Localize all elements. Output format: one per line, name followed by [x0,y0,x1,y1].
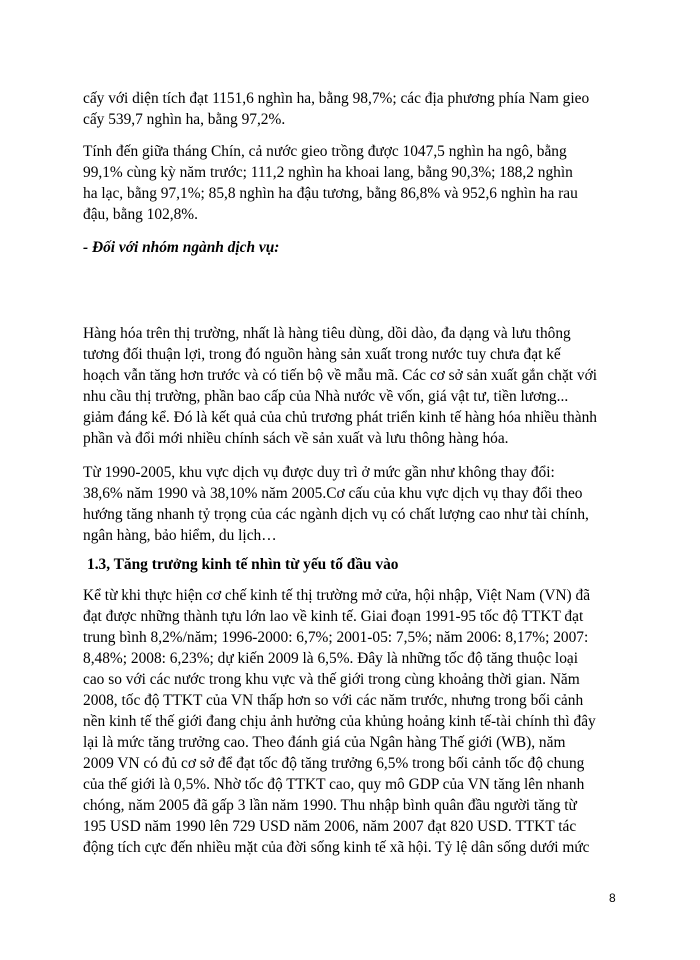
paragraph-goods-market [83,323,618,449]
text-line: nền kinh tế thế giới đang chịu ảnh hưởng của khủng hoảng kinh tế-tài chính thì đây [83,713,596,730]
text-line: 195 USD năm 1990 lên 729 USD năm 2006, năm 2007 đạt 820 USD. TTKT tác [83,818,577,835]
text-line: chóng, năm 2005 đã gấp 3 lần năm 1990. Thu nhập bình quân đầu người tăng từ [83,797,577,814]
text-line: hướng tăng nhanh tỷ trọng của các ngành dịch vụ có chất lượng cao như tài chính, [83,506,589,523]
text-line: 2009 VN có đủ cơ sở để đạt tốc độ tăng trưởng 6,5% trong bối cảnh tốc độ chung [83,755,585,772]
text-line: Kể từ khi thực hiện cơ chế kinh tế thị trường mở cửa, hội nhập, Việt Nam (VN) đã [83,587,591,604]
text-line: ngân hàng, bảo hiểm, du lịch… [83,527,277,544]
page-number: 8 [609,891,616,905]
subheading-services: - Đối với nhóm ngành dịch vụ: [83,239,280,256]
text-line: phần và đổi mới nhiều chính sách về sản xuất và lưu thông hàng hóa. [83,430,509,447]
paragraph-crop-planting [83,141,618,225]
paragraph-economic-growth [83,585,618,858]
text-line: hoạch vẫn tăng hơn trước và có tiến bộ về mẫu mã. Các cơ sở sản xuất gắn chặt với [83,367,598,384]
text-line: nhu cầu thị trường, phần bao cấp của Nhà nước về vốn, giá vật tư, tiền lương... [83,388,569,405]
text-line: trung bình 8,2%/năm; 1996-2000: 6,7%; 2001-05: 7,5%; năm 2006: 8,17%; 2007: [83,629,589,646]
text-line: Hàng hóa trên thị trường, nhất là hàng tiêu dùng, dồi dào, đa dạng và lưu thông [83,325,571,342]
text-line: Từ 1990-2005, khu vực dịch vụ được duy trì ở mức gần như không thay đổi: [83,464,555,481]
text-line: 99,1% cùng kỳ năm trước; 111,2 nghìn ha khoai lang, bằng 90,3%; 188,2 nghìn [83,164,573,181]
paragraph-rice-planting [83,88,618,130]
section-heading: 1.3, Tăng trưởng kinh tế nhìn từ yếu tố đầu vào [87,556,399,573]
paragraph-services-sector [83,462,618,546]
text-line: của thế giới là 0,5%. Nhờ tốc độ TTKT cao, quy mô GDP của VN tăng lên nhanh [83,776,585,793]
text-line: đạt được những thành tựu lớn lao về kinh tế. Giai đoạn 1991-95 tốc độ TTKT đạt [83,608,584,625]
text-line: giảm đáng kể. Đó là kết quả của chủ trương phát triển kinh tế hàng hóa nhiều thành [83,409,597,426]
text-line: 2008, tốc độ TTKT của VN thấp hơn so với các năm trước, nhưng trong bối cảnh [83,692,584,709]
text-line: Tính đến giữa tháng Chín, cả nước gieo trồng được 1047,5 nghìn ha ngô, bằng [83,143,567,160]
text-line: 8,48%; 2008: 6,23%; dự kiến 2009 là 6,5%. Đây là những tốc độ tăng thuộc loại [83,650,578,667]
text-line: cấy với diện tích đạt 1151,6 nghìn ha, bằng 98,7%; các địa phương phía Nam gieo [83,90,590,107]
text-line: tương đối thuận lợi, trong đó nguồn hàng sản xuất trong nước tuy chưa đạt kế [83,346,561,363]
text-line: ha lạc, bằng 97,1%; 85,8 nghìn ha đậu tương, bằng 86,8% và 952,6 nghìn ha rau [83,185,578,202]
text-line: cấy 539,7 nghìn ha, bằng 97,2%. [83,111,286,128]
text-line: đậu, bằng 102,8%. [83,206,198,223]
text-line: cao so với các nước trong khu vực và thế giới trong cùng khoảng thời gian. Năm [83,671,580,688]
text-line: động tích cực đến nhiều mặt của đời sống kinh tế xã hội. Tỷ lệ dân sống dưới mức [83,839,590,856]
text-line: lại là mức tăng trưởng cao. Theo đánh giá của Ngân hàng Thế giới (WB), năm [83,734,566,751]
text-line: 38,6% năm 1990 và 38,10% năm 2005.Cơ cấu của khu vực dịch vụ thay đổi theo [83,485,583,502]
